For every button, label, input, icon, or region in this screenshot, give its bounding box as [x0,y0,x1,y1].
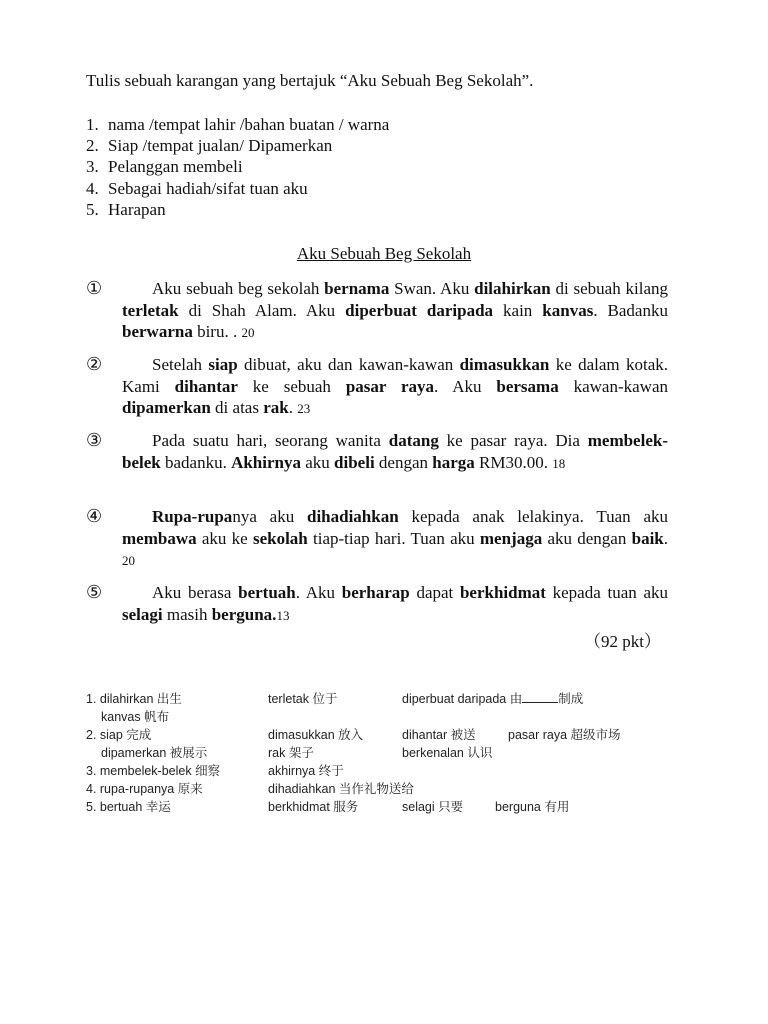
glossary-entry: akhirnya 终于 [268,764,344,778]
glossary-entry: dimasukkan 放入 [268,728,364,742]
blank-line [522,693,558,703]
keyword: menjaga [479,528,543,548]
keyword: harga [432,452,475,472]
paragraph-body [122,354,668,420]
paragraph-text: dibuat, aku dan kawan-kawan [237,355,460,374]
paragraph-marker: ④ [86,506,103,526]
paragraph-text: . [663,528,668,548]
glossary-entry: rak 架子 [268,746,314,760]
paragraph-text: Swan. Aku [389,279,475,298]
keyword: dilahirkan [474,279,551,298]
glossary-entry: pasar raya 超级市场 [508,728,621,742]
keyword: membawa [122,528,197,548]
glossary-entry: 1. dilahirkan 出生 [86,692,182,706]
paragraph-text: aku dengan [542,528,632,548]
essay-paragraph-5 [86,582,668,626]
keyword: kanvas [542,300,594,320]
keyword: rak [263,398,289,417]
outline-point: 3. Pelanggan membeli [86,157,243,177]
paragraph-body [122,430,668,474]
keyword: bernama [324,279,390,298]
keyword: berharap [341,583,410,602]
glossary-entry: 5. bertuah 幸运 [86,800,171,814]
keyword: dibeli [334,452,375,472]
word-count: 23 [297,401,311,416]
keyword: diperbuat daripada [345,300,494,320]
paragraph-text: biru. . [192,322,242,341]
paragraph-text: kawan-kawan [558,376,668,396]
paragraph-text: . Aku [434,376,497,396]
paragraph-text: dengan [374,452,433,472]
paragraph-text: . [288,398,298,417]
keyword: dimasukkan [459,355,550,374]
paragraph-marker: ① [86,278,103,298]
keyword: bersama [496,376,559,396]
paragraph-text: di atas [210,398,264,417]
paragraph-text: aku ke [196,528,253,548]
paragraph-text: kepada anak lelakinya. Tuan aku [398,507,669,526]
word-count: 20 [241,325,255,340]
paragraph-marker: ② [86,354,103,374]
keyword: berguna. [211,604,277,624]
glossary-entry: dipamerkan 被展示 [101,746,208,760]
word-count: 18 [552,455,566,471]
glossary-entry: dihantar 被送 [402,728,476,742]
keyword: selagi [122,604,163,624]
essay-paragraph-4 [86,506,668,572]
paragraph-text: . Aku [295,583,342,602]
paragraph-body [122,506,668,572]
outline-point: 2. Siap /tempat jualan/ Dipamerkan [86,136,333,156]
outline-point: 5. Harapan [86,199,166,219]
paragraph-text: masih [162,604,212,624]
paragraph-text: badanku. [160,452,232,472]
keyword: bertuah [238,583,296,602]
paragraph-text: ke sebuah [237,376,346,396]
keyword: terletak [122,300,179,320]
paragraph-body [122,278,668,344]
paragraph-text: nya aku [232,507,307,526]
glossary-entry: berkenalan 认识 [402,746,493,760]
paragraph-text: Setelah [152,355,209,374]
glossary-entry: berguna 有用 [495,800,570,814]
paragraph-text: tiap-tiap hari. Tuan aku [307,528,480,548]
paragraph-text: ke dalam kotak. Kami [122,355,668,396]
glossary-entry: kanvas 帆布 [101,710,170,724]
word-count: 20 [122,553,135,568]
paragraph-text: aku [301,452,335,472]
paragraph-text: RM30.00. [474,452,553,472]
keyword: dipamerkan [122,398,211,417]
paragraph-marker: ③ [86,430,103,450]
keyword: datang [388,431,439,450]
keyword: sekolah [252,528,308,548]
keyword: dihantar [174,376,238,396]
essay-instruction: Tulis sebuah karangan yang bertajuk “Aku Sebuah Beg Sekolah”. [86,71,534,90]
keyword: Akhirnya [231,452,301,472]
total-score: （92 pkt） [584,632,661,651]
outline-point: 1. nama /tempat lahir /bahan buatan / warna [86,115,390,134]
keyword: Rupa-rupa [152,507,233,526]
paragraph-text: ke pasar raya. Dia [438,431,588,450]
glossary-entry: 2. siap 完成 [86,728,152,742]
paragraph-text: kain [493,300,543,320]
glossary-entry: selagi 只要 [402,800,464,814]
keyword: membelek-belek [122,431,668,472]
keyword: siap [208,355,238,374]
keyword: berwarna [122,322,193,341]
paragraph-marker: ⑤ [86,582,103,602]
glossary-entry: terletak 位于 [268,692,338,706]
outline-points [86,114,389,220]
glossary-entry: diperbuat daripada 由 制成 [402,692,584,706]
glossary-entry: 4. rupa-rupanya 原来 [86,782,203,796]
essay-title: Aku Sebuah Beg Sekolah [296,244,472,263]
paragraph-text: . Badanku [593,300,668,320]
keyword: pasar raya [345,376,435,396]
essay-paragraph-1 [86,278,668,344]
glossary-entry: dihadiahkan 当作礼物送给 [268,782,414,796]
glossary-entry: 3. membelek-belek 细察 [86,764,221,778]
keyword: berkhidmat [459,583,546,602]
keyword: dihadiahkan [307,507,399,526]
paragraph-text: Aku berasa [152,583,239,602]
paragraph-text: dapat [409,583,460,602]
paragraph-text: kepada tuan aku [545,583,668,602]
paragraph-text: Pada suatu hari, seorang wanita [152,431,389,450]
essay-paragraph-2 [86,354,668,420]
keyword: baik [631,528,664,548]
outline-point: 4. Sebagai hadiah/sifat tuan aku [86,178,308,198]
paragraph-text: Aku sebuah beg sekolah [152,279,325,298]
glossary-entry: berkhidmat 服务 [268,800,359,814]
word-count: 13 [276,607,290,623]
paragraph-text: di sebuah kilang [550,279,668,298]
paragraph-body [122,582,668,626]
essay-paragraph-3 [86,430,668,474]
paragraph-text: di Shah Alam. Aku [178,300,346,320]
